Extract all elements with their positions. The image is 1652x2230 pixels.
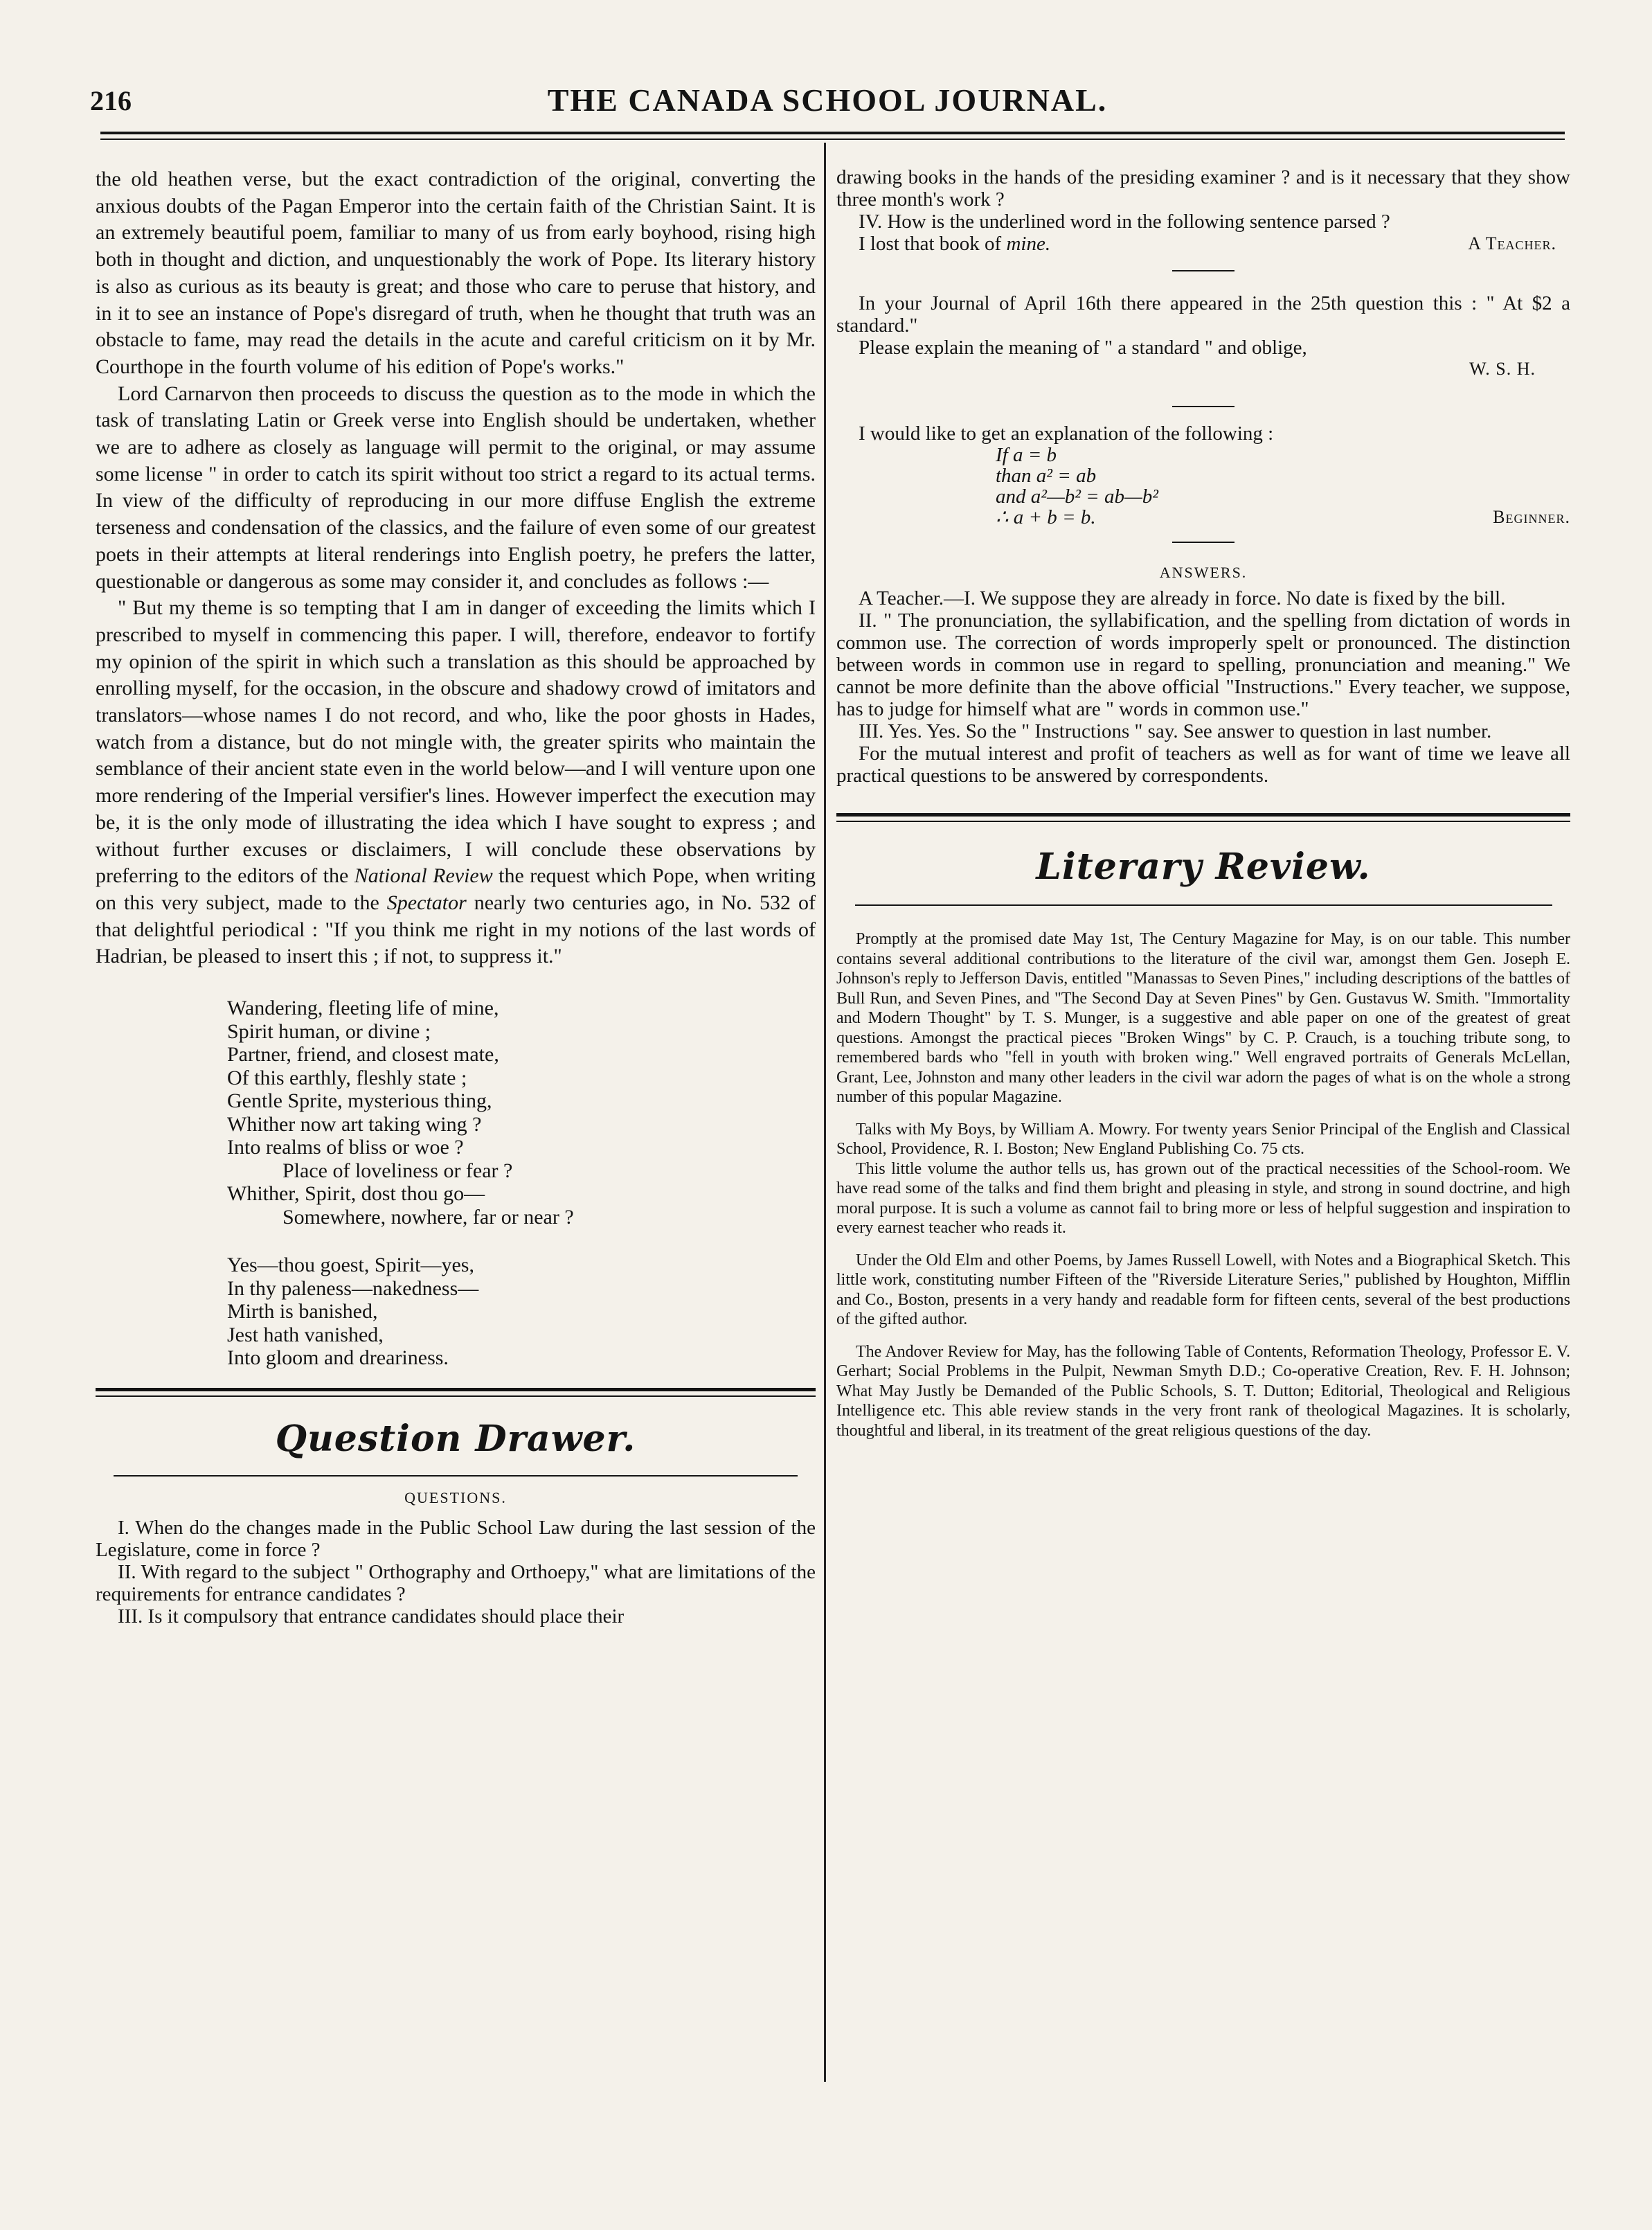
poem-line: Into realms of bliss or woe ? bbox=[227, 1136, 464, 1159]
poem-line: Whither now art taking wing ? bbox=[227, 1112, 482, 1136]
poem-line: Whither, Spirit, dost thou go— bbox=[227, 1182, 485, 1206]
review-paragraph: Under the Old Elm and other Poems, by James Russell Lowell, with Notes and a Biographical Sketch. This little work, constituting number Fifteen of the "Riverside Literature Series," published by Houghton, Mifflin and Co., Boston, presents in a very handy and readable form for fifteen cents, several of the best productions of the gifted author. bbox=[836, 1251, 1570, 1328]
review-paragraph: Promptly at the promised date May 1st, The Century Magazine for May, is on our table. This number contains several additional contributions to the literature of the civil war, amongst them Gen. Joseph E. Johnson's reply to Jefferson Davis, entitled "Manassas to Seven Pines," including descriptions of the battles of Bull Run, and Seven Pines, and "The Second Day at Seven Pines" by Gen. Gustavus W. Smith. "Immortality and Modern Thought" by T. S. Munger, is a suggestive and able paper on one of the greatest of great questions. Amongst the practical pieces "Broken Wings" by C. P. Crauch, is a touching tribute song, to remembered bards who "fell in youth with broken wing." Well engraved portraits of Generals McLellan, Grant, Lee, Johnston and many other leaders in the civil war adorn the pages of what is on the whole a strong number of this popular Magazine. bbox=[836, 930, 1570, 1106]
review-paragraph: This little volume the author tells us, has grown out of the practical necessities of the School-room. We have read some of the talks and find them bright and pleasing in style, and strong in sound doctrine, and high moral purpose. It is such a volume as cannot fail to bring more or less of helpful suggestion and inspiration to every earnest teacher who reads it. bbox=[836, 1159, 1570, 1237]
math-line: If a = b bbox=[996, 444, 1057, 466]
separator-rule bbox=[1172, 270, 1234, 271]
poem-line: Jest hath vanished, bbox=[227, 1323, 384, 1346]
header-rule-thin bbox=[100, 139, 1565, 140]
poem-line: Into gloom and dreariness. bbox=[227, 1346, 449, 1370]
poem-line: Gentle Sprite, mysterious thing, bbox=[227, 1089, 492, 1113]
poem-line: Place of loveliness or fear ? bbox=[282, 1159, 513, 1182]
question-item: III. Is it compulsory that entrance candidates should place their bbox=[118, 1605, 625, 1627]
poem-line: Spirit human, or divine ; bbox=[227, 1019, 431, 1043]
header-rule bbox=[100, 132, 1565, 134]
journal-title: THE CANADA SCHOOL JOURNAL. bbox=[547, 82, 1108, 118]
answer-item: A Teacher.—I. We suppose they are already in force. No date is fixed by the bill. bbox=[859, 587, 1506, 609]
math-line: ∴ a + b = b. bbox=[996, 506, 1096, 528]
page-number: 216 bbox=[90, 85, 132, 116]
math-puzzle bbox=[996, 445, 1570, 528]
question-item: II. With regard to the subject " Orthography and Orthoepy," what are limitations of the requirements for entrance candidates ? bbox=[96, 1560, 816, 1605]
page-header bbox=[90, 82, 1565, 130]
literary-review-title: Literary Review. bbox=[1036, 846, 1371, 888]
title-rule bbox=[114, 1475, 798, 1477]
math-line: and a²—b² = ab—b² bbox=[996, 485, 1158, 508]
section-rule bbox=[96, 1388, 816, 1391]
signature: W. S. H. bbox=[1469, 359, 1536, 379]
question-item: IV. How is the underlined word in the following sentence parsed ? bbox=[859, 211, 1390, 233]
answer-item: II. " The pronunciation, the syllabification, and the spelling from dictation of words in common use. The correction of words improperly spelt or pronounced. The distinction between words in common use in regard to spelling, pronunciation and meaning." We cannot be more definite than the above official "Instructions." Every teacher, we suppose, has to judge for himself what are " words in common use." bbox=[836, 609, 1570, 720]
poem-line: Yes—thou goest, Spirit—yes, bbox=[227, 1254, 474, 1277]
poem-line: Wandering, fleeting life of mine, bbox=[227, 997, 499, 1020]
signature: A Teacher. bbox=[1468, 233, 1556, 253]
separator-rule bbox=[1172, 542, 1234, 543]
question-item: I would like to get an explanation of the following : bbox=[859, 422, 1274, 445]
questions-heading: QUESTIONS. bbox=[404, 1488, 507, 1506]
column-divider bbox=[824, 143, 826, 2082]
section-rule bbox=[836, 813, 1570, 817]
question-item: I. When do the changes made in the Public School Law during the last session of the Legislature, come in force ? bbox=[96, 1516, 816, 1561]
left-column bbox=[96, 166, 816, 1627]
math-line: than a² = ab bbox=[996, 465, 1097, 487]
question-item: Please explain the meaning of " a standard " and oblige, bbox=[859, 337, 1307, 359]
poem-line: Of this earthly, fleshly state ; bbox=[227, 1066, 467, 1089]
poem-line: Partner, friend, and closest mate, bbox=[227, 1043, 499, 1067]
separator-rule bbox=[1172, 406, 1234, 407]
question-drawer-title: Question Drawer. bbox=[275, 1417, 636, 1460]
right-column bbox=[836, 166, 1570, 1440]
poem-line: In thy paleness—nakedness— bbox=[227, 1276, 479, 1300]
poem-line: Mirth is banished, bbox=[227, 1300, 378, 1323]
article-paragraph: Lord Carnarvon then proceeds to discuss the question as to the mode in which the task of translating Latin or Greek verse into English should be undertaken, whether we are to adhere as closely as language will permit to the original, or may assume some license " in order to catch its spirit without too strict a regard to its actual terms. In view of the difficulty of reproducing in our more diffuse English the extreme terseness and condensation of the classics, and the failure of even some of our greatest poets in their attempts at literal renderings into English poetry, he prefers the latter, questionable or dangerous as some may consider it, and concludes as follows :— bbox=[96, 382, 816, 593]
quoted-paragraph: " But my theme is so tempting that I am in danger of exceeding the limits which I prescribed to myself in commencing this paper. I will, therefore, endeavor to fortify my opinion of the spirit in which such a translation as this should be approached by enrolling myself, for the occasion, in the obscure and shadowy crowd of imitators and translators—whose names I do not record, and who, like the poor ghosts in Hades, watch from a distance, but do not mingle with, the greater spirits who maintain the semblance of their ancient state even in the world below—and I will venture upon one more rendering of the Imperial versifier's lines. However imperfect the execution may be, it is the only mode of illustrating the idea which I have sought to express ; and without further excuses or disclaimers, I will conclude these observations by preferring to the editors of the National Review the request which Pope, when writing on this very subject, made to the Spectator nearly two centuries ago, in No. 532 of that delightful periodical : "If you think me right in my notions of the last words of Hadrian, be pleased to insert this ; if not, to suppress it." bbox=[96, 596, 816, 968]
hadrian-poem bbox=[227, 997, 816, 1370]
title-rule bbox=[855, 904, 1552, 906]
question-continuation: drawing books in the hands of the presiding examiner ? and is it necessary that they show three month's work ? bbox=[836, 166, 1570, 211]
answer-item: III. Yes. Yes. So the " Instructions " say. See answer to question in last number. bbox=[859, 720, 1492, 742]
review-paragraph: The Andover Review for May, has the following Table of Contents, Reformation Theology, Professor E. V. Gerhart; Social Problems in the Pulpit, Newman Smyth D.D.; Co-operative Creation, Rev. F. H. Johnson; What May Justly be Demanded of the Public Schools, S. T. Dutton; Editorial, Theological and Religious Intelligence etc. This able review stands in the very front rank of theological Magazines. It is scholarly, thoughtful and liberal, in its treatment of the great religious questions of the day. bbox=[836, 1342, 1570, 1440]
answer-item: For the mutual interest and profit of teachers as well as for want of time we leave all practical questions to be answered by correspondents. bbox=[836, 742, 1570, 787]
question-item: In your Journal of April 16th there appeared in the 25th question this : " At $2 a standard." bbox=[836, 292, 1570, 337]
review-paragraph: Talks with My Boys, by William A. Mowry. For twenty years Senior Principal of the English and Classical School, Providence, R. I. Boston; New England Publishing Co. 75 cts. bbox=[836, 1120, 1570, 1158]
article-paragraph: the old heathen verse, but the exact contradiction of the original, converting the anxious doubts of the Pagan Emperor into the certain faith of the Christian Saint. It is an extremely beautiful poem, familiar to many of us from early boyhood, rising high both in thought and diction, and unquestionably the work of Pope. Its literary history is also as curious as its beauty is great; and those who care to peruse that history, and in it to see an instance of Pope's disregard of truth, when he thought that truth was an obstacle to fame, may read the details in the acute and careful criticism on it by Mr. Courthope in the fourth volume of his edition of Pope's works." bbox=[96, 168, 816, 378]
question-sentence: I lost that book of mine. A Teacher. bbox=[859, 233, 1556, 255]
poem-line: Somewhere, nowhere, far or near ? bbox=[282, 1205, 574, 1229]
answers-heading: ANSWERS. bbox=[1159, 564, 1248, 581]
signature: Beginner. bbox=[1493, 507, 1570, 527]
